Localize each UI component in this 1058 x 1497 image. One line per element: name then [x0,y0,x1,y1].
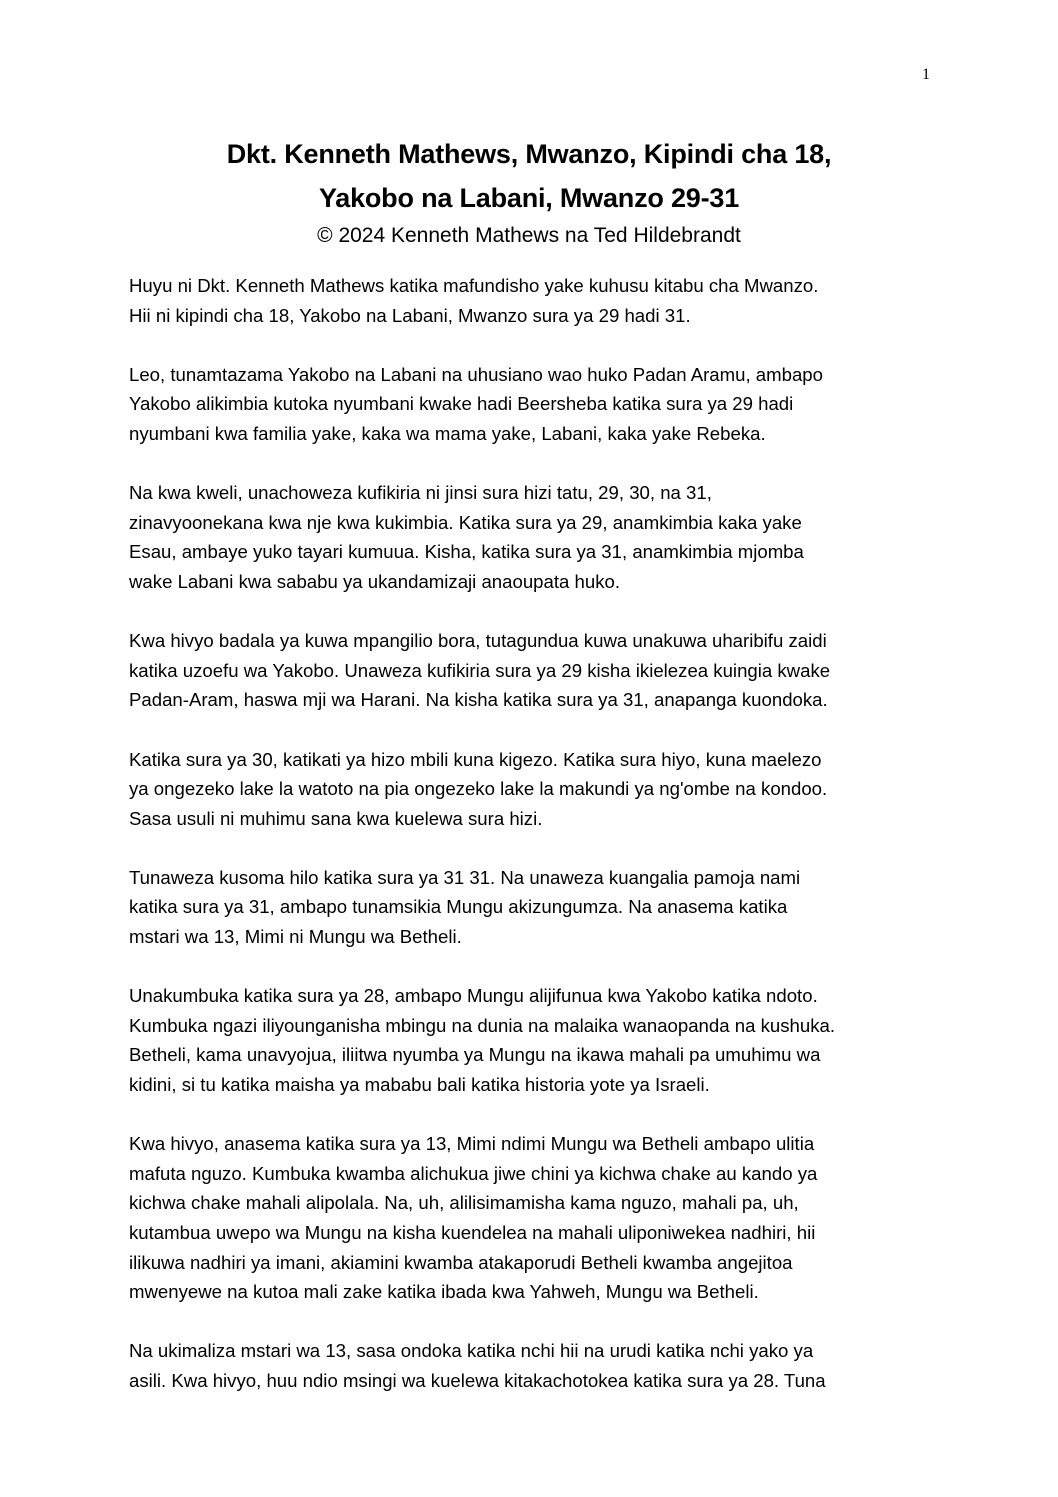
text-line: Na ukimaliza mstari wa 13, sasa ondoka katika nchi hii na urudi katika nchi yako ya [129,1340,814,1362]
text-line: Unakumbuka katika sura ya 28, ambapo Mungu alijifunua kwa Yakobo katika ndoto. [129,985,818,1007]
text-line: zinavyoonekana kwa nje kwa kukimbia. Katika sura ya 29, anamkimbia kaka yake [129,511,802,533]
text-line: asili. Kwa hivyo, huu ndio msingi wa kuelewa kitakachotokea katika sura ya 28. Tuna [129,1369,826,1391]
text-line: mstari wa 13, Mimi ni Mungu wa Betheli. [129,926,462,948]
document-body [129,271,939,1425]
text-line: Na kwa kweli, unachoweza kufikiria ni jinsi sura hizi tatu, 29, 30, na 31, [129,482,712,504]
paragraph [129,863,939,952]
paragraph [129,626,939,715]
paragraph [129,1336,939,1395]
title-block [0,132,1058,252]
paragraph [129,745,939,834]
paragraph [129,478,939,596]
text-line: Tunaweza kusoma hilo katika sura ya 31 31. Na unaweza kuangalia pamoja nami [129,866,801,888]
title-line-1: Dkt. Kenneth Mathews, Mwanzo, Kipindi cha 18, [226,139,832,169]
paragraph [129,271,939,330]
text-line: kichwa chake mahali alipolala. Na, uh, alilisimamisha kama nguzo, mahali pa, uh, [129,1192,799,1214]
text-line: Padan-Aram, haswa mji wa Harani. Na kisha katika sura ya 31, anapanga kuondoka. [129,689,828,711]
text-line: kutambua uwepo wa Mungu na kisha kuendelea na mahali uliponiwekea nadhiri, hii [129,1222,816,1243]
text-line: Kwa hivyo badala ya kuwa mpangilio bora, tutagundua kuwa unakuwa uharibifu zaidi [129,630,827,652]
text-line: ilikuwa nadhiri ya imani, akiamini kwamba atakaporudi Betheli kwamba angejitoa [129,1251,793,1273]
text-line: Leo, tunamtazama Yakobo na Labani na uhusiano wao huko Padan Aramu, ambapo [129,363,823,385]
title-line-2: Yakobo na Labani, Mwanzo 29-31 [318,183,740,213]
text-line: ya ongezeko lake la watoto na pia ongezeko lake la makundi ya ng'ombe na kondoo. [129,778,828,800]
paragraph [129,360,939,449]
text-line: Esau, ambaye yuko tayari kumuua. Kisha, katika sura ya 31, anamkimbia mjomba [129,541,804,563]
page-number: 1 [922,66,930,83]
text-line: Betheli, kama unavyojua, iliitwa nyumba ya Mungu na ikawa mahali pa umuhimu wa [129,1044,821,1066]
text-line: Sasa usuli ni muhimu sana kwa kuelewa sura hizi. [129,807,543,829]
text-line: nyumbani kwa familia yake, kaka wa mama yake, Labani, kaka yake Rebeka. [129,422,766,444]
text-line: wake Labani kwa sababu ya ukandamizaji anaoupata huko. [129,570,621,592]
text-line: kidini, si tu katika maisha ya mababu bali katika historia yote ya Israeli. [129,1074,710,1096]
text-line: Kumbuka ngazi iliyounganisha mbingu na dunia na malaika wanaopanda na kushuka. [129,1014,836,1036]
text-line: Kwa hivyo, anasema katika sura ya 13, Mimi ndimi Mungu wa Betheli ambapo ulitia [129,1133,815,1155]
text-line: Hii ni kipindi cha 18, Yakobo na Labani, Mwanzo sura ya 29 hadi 31. [129,304,691,326]
text-line: Yakobo alikimbia kutoka nyumbani kwake hadi Beersheba katika sura ya 29 hadi [129,393,794,415]
text-line: katika uzoefu wa Yakobo. Unaweza kufikiria sura ya 29 kisha ikielezea kuingia kwake [129,659,831,681]
copyright-notice: © 2024 Kenneth Mathews na Ted Hildebrandt [317,224,741,247]
text-line: katika sura ya 31, ambapo tunamsikia Mungu akizungumza. Na anasema katika [129,896,788,918]
text-line: mafuta nguzo. Kumbuka kwamba alichukua jiwe chini ya kichwa chake au kando ya [129,1162,818,1184]
paragraph [129,981,939,1099]
text-line: mwenyewe na kutoa mali zake katika ibada kwa Yahweh, Mungu wa Betheli. [129,1281,759,1303]
paragraph [129,1129,939,1307]
text-line: Huyu ni Dkt. Kenneth Mathews katika mafundisho yake kuhusu kitabu cha Mwanzo. [129,275,819,296]
text-line: Katika sura ya 30, katikati ya hizo mbili kuna kigezo. Katika sura hiyo, kuna maelezo [129,748,822,770]
